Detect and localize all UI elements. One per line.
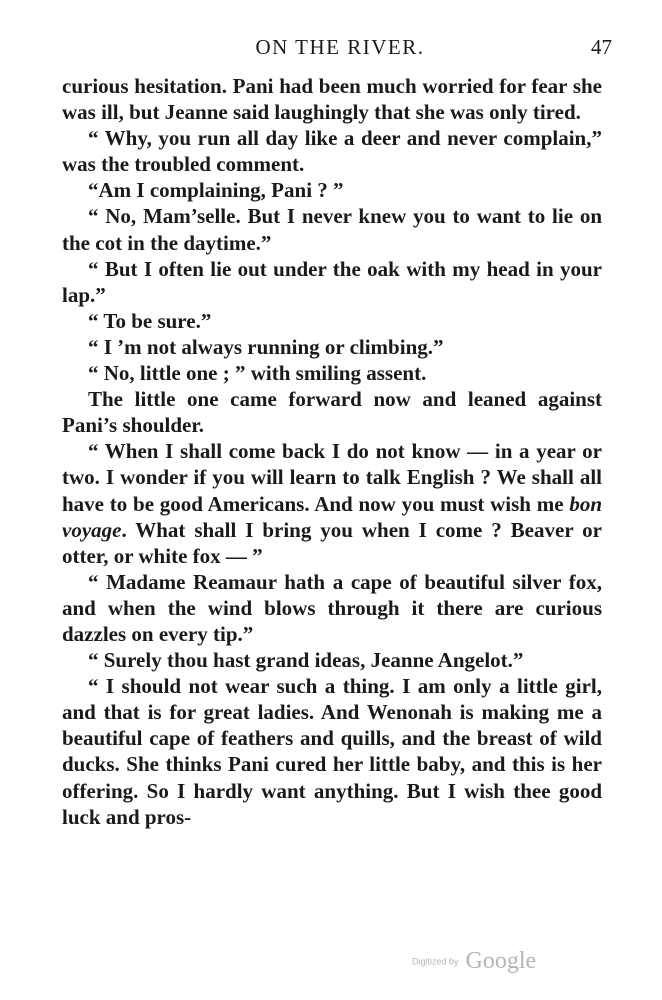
paragraph: curious hesitation. Pani had been much worried for fear she was ill, but Jeanne said laughingly that she was only tired. (62, 74, 602, 125)
paragraph: The little one came forward now and leaned against Pani’s shoulder. (62, 387, 602, 438)
paragraph: “Am I complaining, Pani ? ” (88, 178, 344, 203)
paragraph: “ Why, you run all day like a deer and never complain,” was the troubled comment. (62, 126, 602, 177)
paragraph: “ But I often lie out under the oak with my head in your lap.” (62, 256, 602, 307)
paragraph: “ Madame Reamaur hath a cape of beautiful silver fox, and when the wind blows through it there are curious dazzles on every tip.” (62, 569, 602, 646)
body-text (62, 73, 602, 830)
paragraph: “ No, little one ; ” with smiling assent. (88, 361, 427, 386)
paragraph: “ No, Mam’selle. But I never knew you to want to lie on the cot in the daytime.” (62, 204, 602, 255)
page-number: 47 (591, 35, 612, 59)
digitized-by-google-watermark (412, 948, 562, 978)
watermark-prefix: Digitized by (412, 956, 459, 967)
running-title: ON THE RIVER. (255, 35, 425, 59)
italic-phrase: bon voyage (62, 491, 602, 542)
paragraph: “ I ’m not always running or climbing.” (88, 334, 444, 359)
paragraph: “ I should not wear such a thing. I am only a little girl, and that is for great ladies. And Wenonah is making me a beautiful cape of feathers and quills, and the breast of wild ducks. She thinks Pani cured her little baby, and this is her offering. So I hardly want anything. But I wish thee good luck and pros- (62, 674, 602, 829)
running-head (90, 30, 612, 64)
paragraph: “ Surely thou hast grand ideas, Jeanne Angelot.” (88, 648, 524, 673)
paragraph: “ When I shall come back I do not know — in a year or two. I wonder if you will learn to talk English ? We shall all have to be good Americans. And now you must wish me bon voyage. What shall I bring you when I come ? Beaver or otter, or white fox — ” (62, 439, 602, 568)
google-logo: Google (465, 948, 537, 974)
paragraph: “ To be sure.” (88, 308, 212, 333)
